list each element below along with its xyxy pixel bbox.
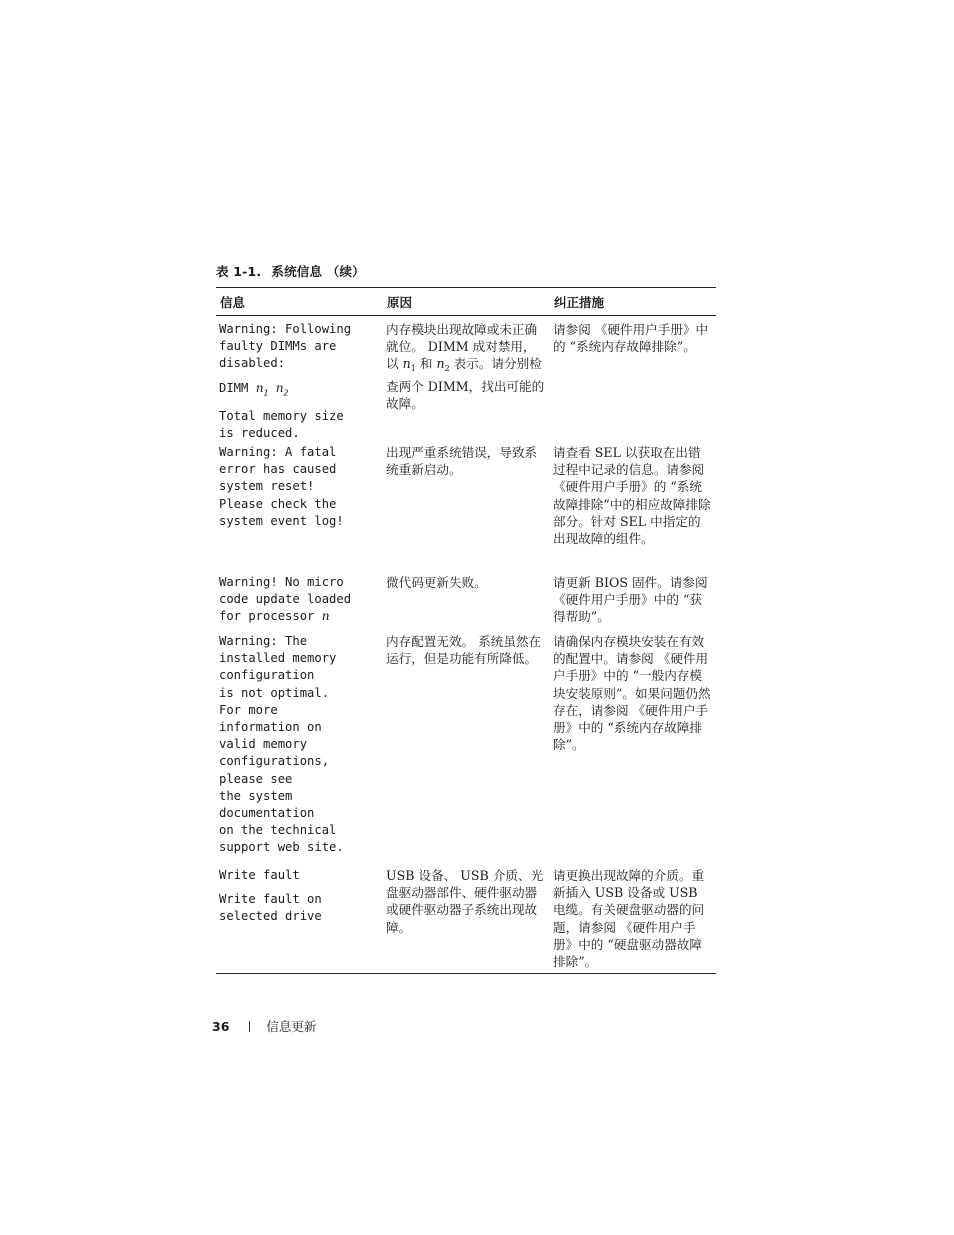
message-text: Warning: The installed memory configuration is not optimal. For more information on valid memory configurations, please see the system documentation on the technical support web site.	[219, 634, 344, 855]
table-caption	[216, 262, 365, 280]
system-messages-table	[216, 287, 716, 974]
action-cell	[550, 573, 716, 632]
message-cell	[216, 316, 383, 444]
footer-section-title: 信息更新	[266, 1019, 317, 1034]
header-message: 信息	[216, 288, 383, 316]
message-text: Warning: Following faulty DIMMs are disabled:	[219, 322, 352, 371]
cause-text: USB 设备、 USB 介质、光盘驱动器部件、硬件驱动器或硬件驱动器子系统出现故障。	[386, 868, 544, 935]
table-row	[216, 316, 716, 444]
cause-text: 内存配置无效。 系统虽然在运行，但是功能有所降低。	[386, 634, 542, 667]
table-caption-title: 系统信息 （续）	[271, 264, 365, 279]
page-footer	[212, 1017, 316, 1035]
message-cell	[216, 443, 383, 573]
table-header-row	[216, 288, 716, 316]
action-text: 请更换出现故障的介质。重新插入 USB 设备或 USB 电缆。有关硬盘驱动器的问题，请参阅 《硬件用户手册》中的 “硬盘驱动器故障排除”。	[553, 868, 705, 970]
table-row	[216, 573, 716, 632]
message-cell	[216, 632, 383, 866]
header-cause: 原因	[383, 288, 550, 316]
cause-cell	[383, 866, 550, 974]
cause-text: 出现严重系统错误，导致系统重新启动。	[386, 445, 538, 478]
message-text: Warning: A fatal error has caused system reset! Please check the system event log!	[219, 445, 344, 528]
message-text: Warning! No micro code update loaded for processor n	[219, 575, 352, 624]
action-cell	[550, 443, 716, 573]
action-cell	[550, 632, 716, 866]
cause-cell	[383, 316, 550, 444]
action-cell	[550, 316, 716, 444]
cause-cell	[383, 632, 550, 866]
message-cell	[216, 573, 383, 632]
action-text: 请参阅 《硬件用户手册》中的 “系统内存故障排除”。	[553, 322, 709, 355]
cause-text: 内存模块出现故障或未正确就位。 DIMM 成对禁用，以 $n_1$ 和 $n_2$ 表示。请分别检查两个 DIMM，找出可能的故障。	[386, 322, 545, 411]
table-row	[216, 443, 716, 573]
cause-cell	[383, 573, 550, 632]
action-cell	[550, 866, 716, 974]
header-action: 纠正措施	[550, 288, 716, 316]
footer-divider	[249, 1021, 250, 1032]
page-number: 36	[212, 1019, 230, 1034]
action-text: 请更新 BIOS 固件。请参阅 《硬件用户手册》中的 “获得帮助”。	[553, 575, 708, 625]
action-text: 请查看 SEL 以获取在出错过程中记录的信息。请参阅 《硬件用户手册》的 “系统故障排除”中的相应故障排除部分。针对 SEL 中指定的出现故障的组件。	[553, 445, 711, 547]
cause-text: 微代码更新失败。	[386, 575, 487, 590]
table-caption-label: 表 1-1.	[216, 264, 262, 279]
table-row	[216, 632, 716, 866]
message-text: DIMM $n_1$ $n_2$	[219, 380, 289, 398]
message-text: Write fault	[219, 868, 300, 882]
cause-cell	[383, 443, 550, 573]
action-text: 请确保内存模块安装在有效的配置中。请参阅 《硬件用户手册》中的 “一般内存模块安装原则”。如果问题仍然存在，请参阅 《硬件用户手册》中的 “系统内存故障排除”。	[553, 634, 711, 753]
message-text: Write fault on selected drive	[219, 892, 322, 924]
table-row	[216, 866, 716, 974]
message-text: Total memory size is reduced.	[219, 409, 344, 441]
message-cell	[216, 866, 383, 974]
